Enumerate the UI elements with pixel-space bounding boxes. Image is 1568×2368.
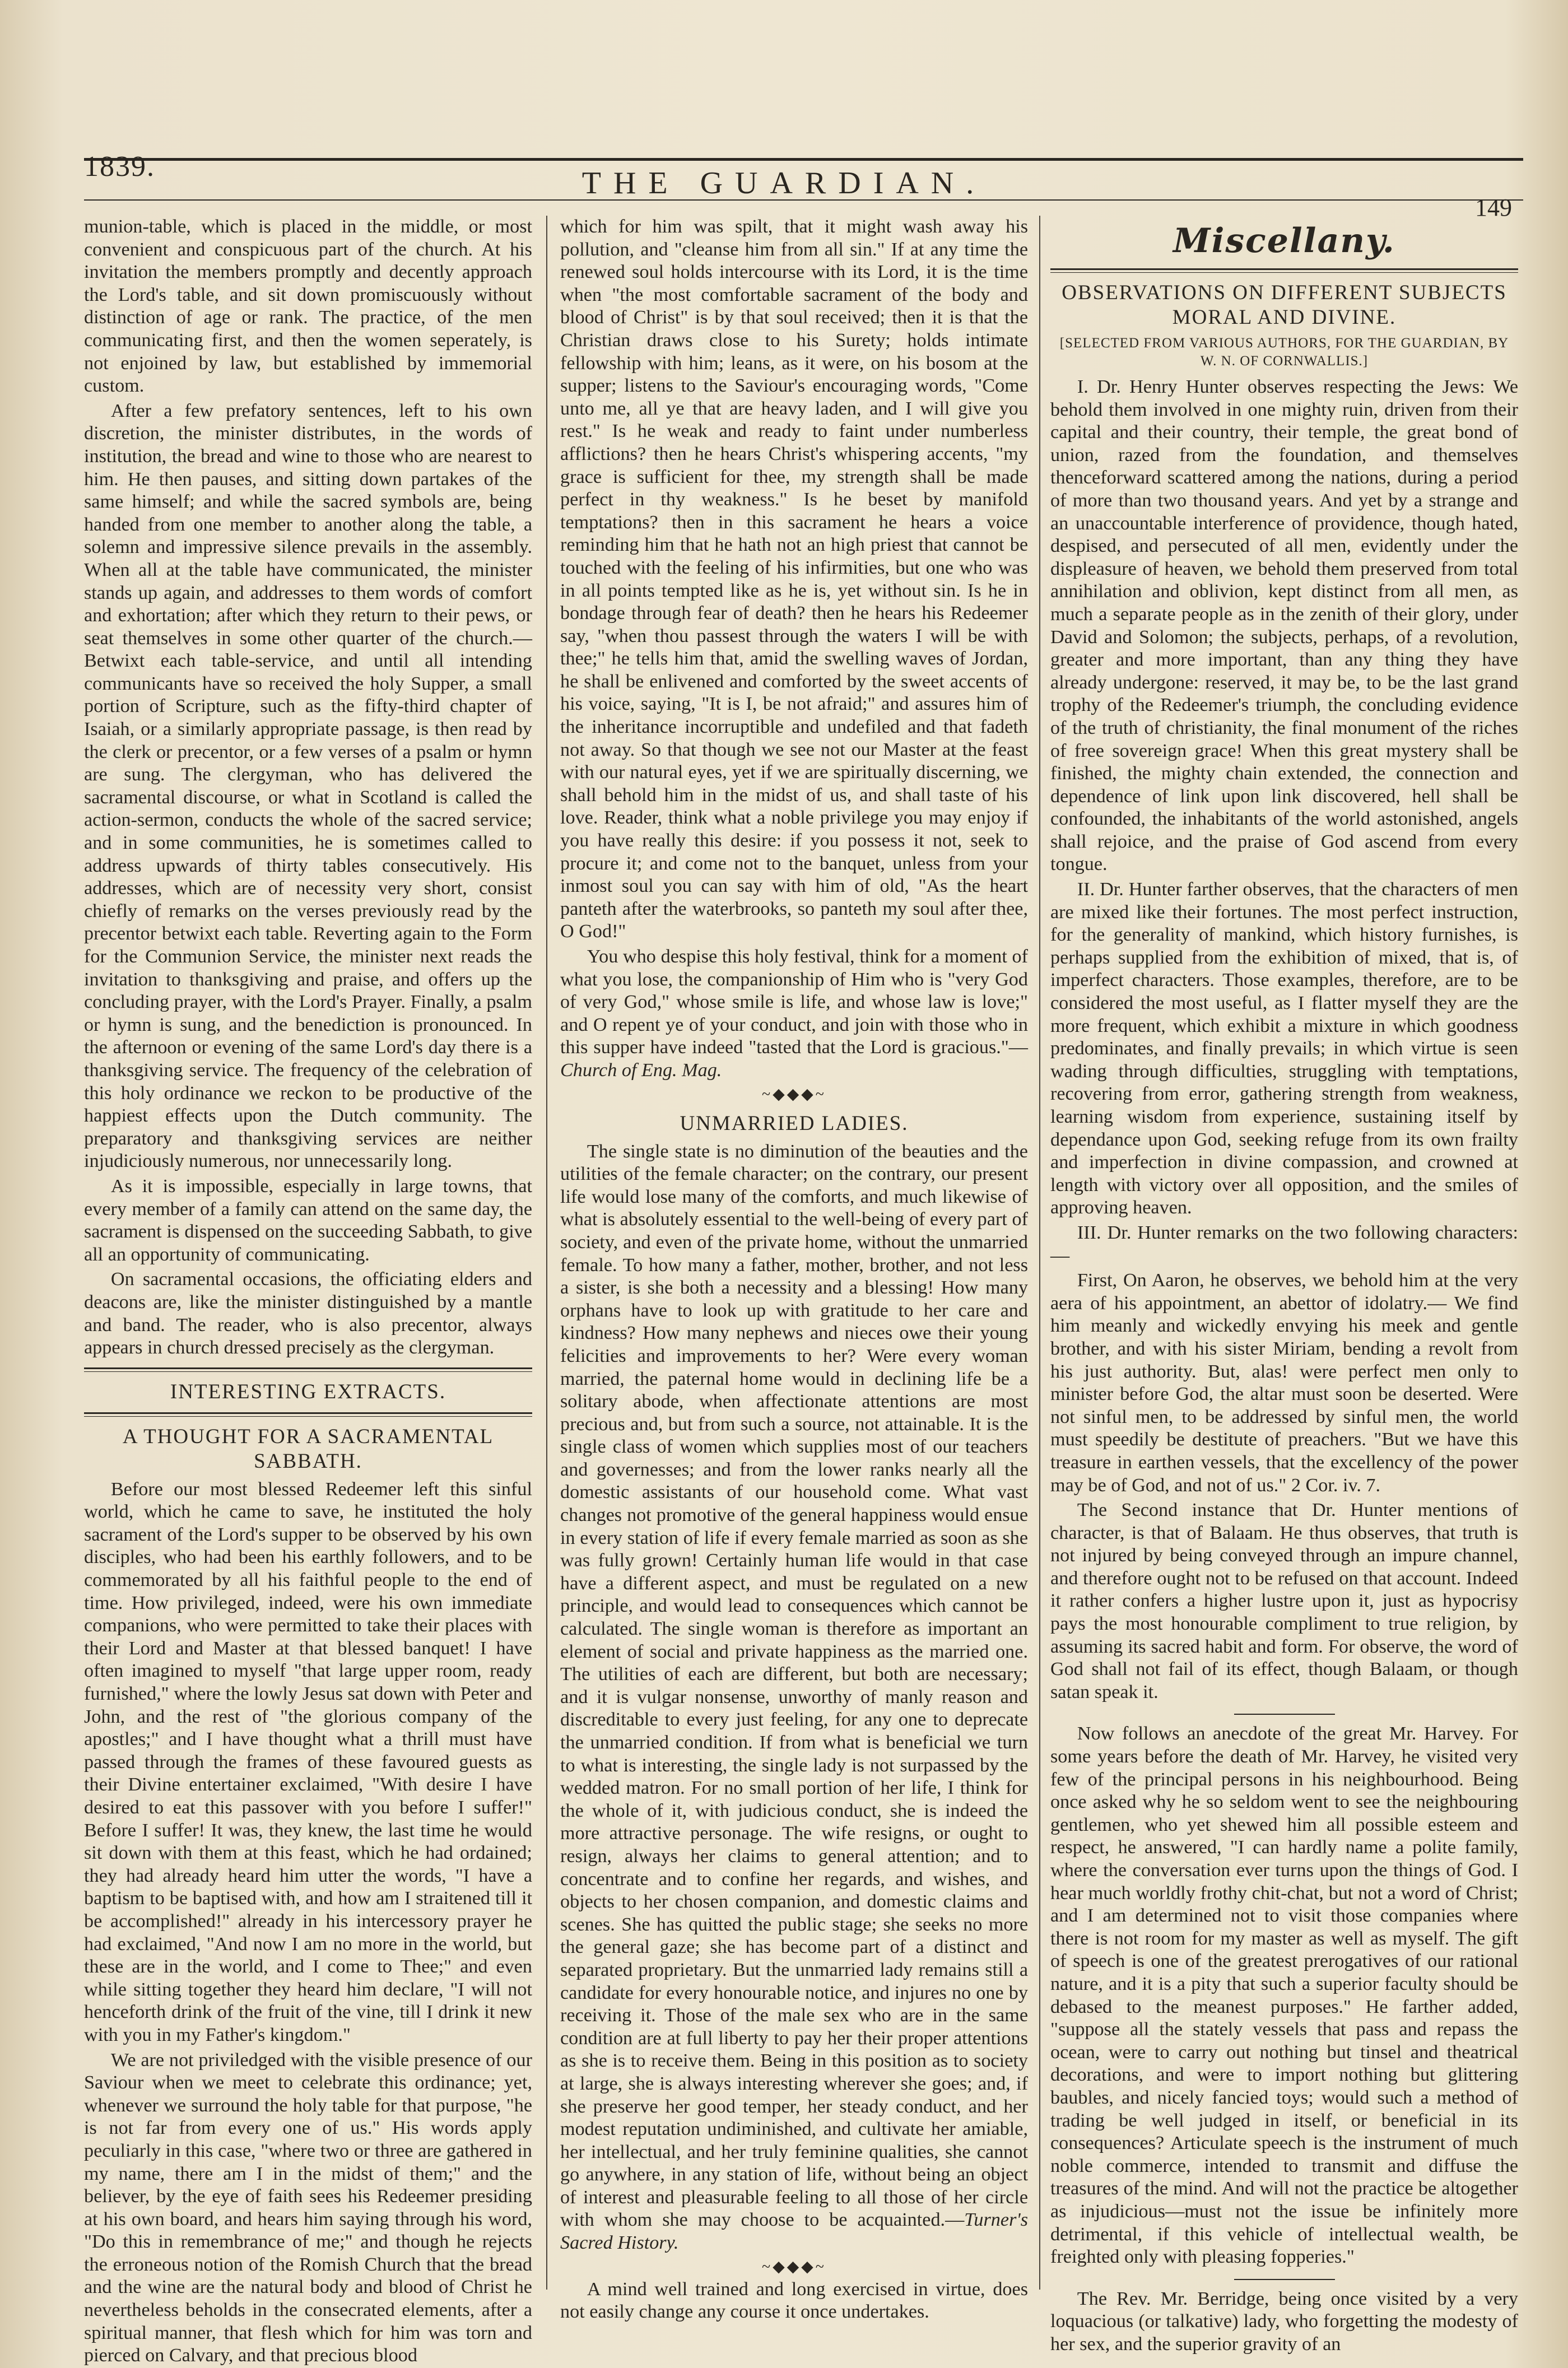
article-paragraph: A mind well trained and long exercised in virtue, does not easily change any course it once undertakes.	[560, 2278, 1028, 2323]
article-paragraph: munion-table, which is placed in the middle, or most convenient and conspicuous part of the church. At his invitation the members promptly and decently approach the Lord's table, and sit down promiscuously without distinction of age or rank. The practice, of the men communicating first, and then the women seperately, is not enjoined by law, but established by immemorial custom.	[84, 216, 532, 397]
source-credit: Turner's Sacred History.	[560, 2209, 1028, 2254]
short-divider	[1234, 2279, 1335, 2280]
short-divider	[1234, 1714, 1335, 1715]
article-paragraph: First, On Aaron, he observes, we behold him at the very aera of his appointment, an abettor of idolatry.— We find him meanly and wickedly envying his meek and gentle brother, and with his sister Miriam, bending a revolt from his just authority. But, alas! were perfect men only to minister before God, the altar must soon be deserted. Were not sinful men, to be addressed by sinful men, the world must speedily be destitute of preachers. "But we have this treasure in earthen vessels, that the excellency of the power may be of God, and not of us." 2 Cor. iv. 7.	[1050, 1270, 1518, 1496]
section-divider	[1050, 268, 1518, 273]
ornament-divider: ~◆◆◆~	[762, 1085, 826, 1103]
article-paragraph: We are not priviledged with the visible presence of our Saviour when we meet to celebrate this ordinance; yet, whenever we surround the holy table for that purpose, "he is not far from every one of us." His words apply peculiarly in this case, "where two or three are gathered in my name, there am I in the midst of them;" and the believer, by the eye of faith sees his Redeemer presiding at his own board, and hears him saying through his word, "Do this in remembrance of me;" and though he rejects the erroneous notion of the Romish Church that the bread and the wine are the natural body and blood of Christ he nevertheless beholds in the consecrated elements, after a spiritual manner, that flesh which for him was torn and pierced on Calvary, and that precious blood	[84, 2049, 532, 2366]
article-paragraph: Now follows an anecdote of the great Mr. Harvey. For some years before the death of Mr. Harvey, he visited very few of the principal persons in his neighbourhood. Being once asked why he so seldom went to see the neighbouring gentlemen, who yet shewed him all possible esteem and respect, he answered, "I can hardly name a polite family, where the conversation ever turns upon the things of God. I hear much worldly frothy chit-chat, but not a word of Christ; and I am determined not to visit those companies where there is not room for my master as well as myself. The gift of speech is one of the greatest prerogatives of our rational nature, and it is a pity that such a superior faculty should be debased to the meanest purposes." He farther added, "suppose all the stately vessels that pass and repass the ocean, were to carry out nothing but tinsel and theatrical decorations, and were to import nothing but glittering baubles, and nicely fancied toys; would such a method of trading be well judged in itself, or beneficial in its consequences? Articulate speech is the instrument of much noble commerce, intended to transmit and diffuse the treasures of the mind. And will not the practice be altogether as injudicious—must not the issue be infinitely more detrimental, if this vehicle of intellectual wealth, be freighted only with pleasing fopperies."	[1050, 1723, 1518, 2268]
article-paragraph: II. Dr. Hunter farther observes, that the characters of men are mixed like their fortunes. The most perfect instruction, for the generality of mankind, which history furnishes, is perhaps supplied from the exhibition of mixed, that is, of imperfect characters. Those examples, therefore, are to be considered the most useful, as I flatter myself they are the more frequent, which exhibit a mixture in which goodness predominates, and finally prevails; in which virtue is seen wading through difficulties, struggling with temptations, recovering from error, gathering strength from weakness, learning wisdom from experience, sustaining itself by dependance upon God, seeking refuge from its own frailty and imperfection in divine compassion, and crowned at length with victory over all opposition, and the smiles of approving heaven.	[1050, 879, 1518, 1218]
column-divider	[1039, 216, 1040, 2290]
article-paragraph	[560, 946, 1028, 1082]
page-number: 149	[1475, 194, 1512, 221]
header-top-rule	[84, 158, 1523, 161]
article-paragraph: The Rev. Mr. Berridge, being once visited by a very loquacious (or talkative) lady, who forgetting the modesty of her sex, and the superior gravity of an	[1050, 2288, 1518, 2355]
column-right	[1050, 216, 1518, 2355]
article-paragraph: After a few prefatory sentences, left to his own discretion, the minister distributes, in the words of institution, the bread and wine to those who are nearest to him. He then pauses, and sitting down partakes of the same himself; and while the sacred symbols are, being handed from one member to another along the table, a solemn and impressive silence prevails in the assembly. When all at the table have communicated, the minister stands up again, and addresses to them words of comfort and exhortation; after which they return to their pews, or seat themselves in some other quarter of the church.— Betwixt each table-service, and until all intending communicants have so received the holy Supper, a small portion of Scripture, such as the fifty-third chapter of Isaiah, or a similarly appropriate passage, is then read by the clerk or precentor, or a few verses of a psalm or hymn are sung. The clergyman, who has delivered the sacramental discourse, or what in Scotland is called the action-sermon, conducts the whole of the sacred service; and in some communities, he is sometimes called to address upwards of thirty tables consecutively. His addresses, which are of necessity very short, consist chiefly of remarks on the verses previously read by the precentor betwixt each table. Reverting again to the Form for the Communion Service, the minister next reads the invitation to thanksgiving and praise, and offers up the concluding prayer, with the Lord's Prayer. Finally, a psalm or hymn is sung, and the benediction is pronounced. In the afternoon or evening of the same Lord's day there is a thanksgiving service. The frequency of the celebration of this holy ordinance we reckon to be productive of the happiest effects upon the Dutch community. The preparatory and thanksgiving services are neither injudiciously numerous, nor unnecessarily long.	[84, 400, 532, 1172]
issue-year: 1839.	[84, 151, 155, 183]
article-paragraph: The Second instance that Dr. Hunter mentions of character, is that of Balaam. He thus observes, that truth is not injured by being conveyed through an impure channel, and therefore ought not to be refused on that account. Indeed it rather confers a higher lustre upon it, just as hypocrisy pays the most honourable compliment to true religion, by assuming its sacred habit and form. For observe, the word of God shall not fail of its effect, though Balaam, or though satan speak it.	[1050, 1500, 1518, 1702]
column-middle	[560, 216, 1028, 2334]
article-paragraph: which for him was spilt, that it might wash away his pollution, and "cleanse him from all sin." If at any time the renewed soul holds intercourse with its Lord, it is the time when "the most comfortable sacrament of the body and blood of Christ" is by that soul received; then it is that the Christian draws close to his Surety; holds intimate fellowship with him; leans, as it were, on his bosom at the supper; listens to the Saviour's encouraging words, "Come unto me, all ye that are heavy laden, and I will give you rest." Is he weak and ready to faint under numberless afflictions? then he hears Christ's whispering accents, "my grace is sufficient for thee, my strength shall be made perfect in thy weakness." Is he beset by manifold temptations? then in this sacrament he hears a voice reminding him that he hath not an high priest that cannot be touched with the feeling of his infirmities, but one who was in all points tempted like as he is, yet without sin. Is he in bondage through fear of death? then he hears his Redeemer say, "when thou passest through the waters I will be with thee;" he tells him that, amid the swelling waves of Jordan, he shall be enlivened and comforted by the sweet accents of his voice, saying, "It is I, be not afraid;" and assures him of the inheritance incorruptible and undefiled and that fadeth not away. So that though we see not our Master at the feast with our natural eyes, yet if we are spiritually discerning, we shall behold him in the midst of us, and shall taste of his love. Reader, think what a noble privilege you may enjoy if you have really this desire: if you possess it not, seek to procure it; and come not to the banquet, unless from your inmost soul you can say with him of old, "As the heart panteth after the waterbrooks, so panteth my soul after thee, O God!"	[560, 216, 1028, 942]
section-divider	[84, 1412, 532, 1417]
article-paragraph: Before our most blessed Redeemer left this sinful world, which he came to save, he instituted the holy sacrament of the Lord's supper to be observed by his own disciples, who had been his earthly followers, and to be commemorated by all his faithful people to the end of time. How privileged, indeed, were his own immediate companions, who were permitted to take their places with their Lord and Master at that blessed banquet! I have often imagined to myself "that large upper room, ready furnished," where the lowly Jesus sat down with Peter and John, and the rest of "the glorious company of the apostles;" and I have thought what a thrill must have passed through the frames of these favoured guests as their Divine entertainer exclaimed, "With desire I have desired to eat this passover with you before I suffer!" Before I suffer! It was, they knew, the last time he would sit down with them at this feast, which he had ordained; they had already heard him utter the words, "I have a baptism to be baptised with, and how am I straitened till it be accomplished!" already in his intercessory prayer he had exclaimed, "And now I am no more in the world, but these are in the world, and I come to Thee;" and even while sitting together they heard him declare, "I will not henceforth drink of the fruit of the vine, till I drink it new with you in my Father's kingdom."	[84, 1478, 532, 2045]
article-paragraph: I. Dr. Henry Hunter observes respecting the Jews: We behold them involved in one mighty ruin, driven from their capital and their country, their temple, the great bond of union, razed from the foundation, and themselves thenceforward scattered among the nations, during a period of more than two thousand years. And yet by a strange and an unaccountable interference of providence, though hated, despised, and persecuted of all men, evidently under the displeasure of heaven, we behold them preserved from total annihilation and oblivion, kept distinct from all men, as much a separate people as in the zenith of their glory, under David and Solomon; the subjects, perhaps, of a revolution, greater and more important, than any thing they have already undergone: reserved, it may be, to be the last grand trophy of the Redeemer's triumph, the concluding evidence of the truth of christianity, the final monument of the riches of free sovereign grace! When this great mystery shall be finished, the mighty chain extended, the connection and dependence of link upon link discovered, hell shall be confounded, the inhabitants of the world astonished, angels shall rejoice, and the praise of God ascend from every tongue.	[1050, 376, 1518, 875]
article-title: A THOUGHT FOR A SACRAMENTAL SABBATH.	[122, 1425, 494, 1473]
source-credit: Church of Eng. Mag.	[560, 1059, 722, 1081]
header-bottom-rule	[84, 199, 1523, 201]
section-divider	[84, 1367, 532, 1372]
paragraph-text: You who despise this holy festival, think for a moment of what you lose, the companionship of Him who is "very God of very God," whose smile is life, and whose law is love;" and O repent ye of your conduct, and join with those who in this supper have indeed "tasted that the Lord is gracious."—	[560, 946, 1028, 1058]
miscellany-heading: Miscellany.	[1173, 221, 1395, 260]
paragraph-text: The single state is no diminution of the beauties and the utilities of the female character; on the contrary, our present life would lose many of the comforts, and much likewise of what is absolutely essential to the well-being of every part of society, and even of the private home, without the unmarried female. To how many a father, mother, brother, and not less a sister, is she both a necessity and a blessing! How many orphans have to look up with gratitude to her care and kindness? How many nephews and nieces owe their young felicities and improvements to her? Were every woman married, the paternal home would in declining life be a solitary abode, when affectionate attentions are most precious and, but from such a source, not attainable. It is the single class of women which supplies most of our teachers and governesses; and from the lower ranks nearly all the domestic assistants of our household come. What vast changes not promotive of the general happiness would ensue in every station of life if every female married as soon as she was fully grown! Certainly human life would in that case have a different aspect, and must be regulated on a new principle, and would lead to consequences which cannot be calculated. The single woman is therefore as important an element of social and private happiness as the married one. The utilities of each are different, but both are necessary; and it is vulgar nonsense, unworthy of manly reason and discreditable to every just feeling, for any one to deprecate the unmarried condition. If from what is beneficial we turn to what is interesting, the single lady is not surpassed by the wedded matron. For no small portion of her life, I think for the whole of it, with judicious conduct, she is indeed the more attractive personage. The wife resigns, or ought to resign, always her claims to general attention; and to concentrate and to confine her regards, and wishes, and objects to her chosen companion, and domestic claims and scenes. She has quitted the public stage; she seeks no more the general gaze; she has become part of a distinct and separated proprietary. But the unmarried lady remains still a candidate for every honourable notice, and injures no one by receiving it. Those of the male sex who are in the same condition are at full liberty to pay her their proper attentions as she is to receive them. Being in this position as to society at large, she is always interesting wherever she goes; and, if she preserve her good temper, her steady conduct, and her modest reputation undiminished, and cultivate her amiable, her intellectual, and her truly feminine qualities, she cannot go anywhere, in any station of life, without being an object of interest and pleasurable feeling to all those of her circle with whom she may choose to be acquainted.—	[560, 1141, 1028, 2231]
column-left	[84, 216, 532, 2366]
article-title: OBSERVATIONS ON DIFFERENT SUBJECTS MORAL AND DIVINE.	[1062, 281, 1507, 329]
article-paragraph	[560, 1141, 1028, 2255]
article-subtitle: [SELECTED FROM VARIOUS AUTHORS, FOR THE GUARDIAN, BY W. N. OF CORNWALLIS.]	[1059, 336, 1509, 369]
section-heading: INTERESTING EXTRACTS.	[170, 1380, 446, 1403]
ornament-divider: ~◆◆◆~	[762, 2258, 826, 2276]
article-paragraph: As it is impossible, especially in large towns, that every member of a family can attend on the same day, the sacrament is dispensed on the succeeding Sabbath, to give all an opportunity of communicating.	[84, 1175, 532, 1265]
article-paragraph: III. Dr. Hunter remarks on the two following characters:—	[1050, 1222, 1518, 1266]
masthead-title: THE GUARDIAN.	[581, 166, 987, 201]
article-title: UNMARRIED LADIES.	[680, 1111, 909, 1135]
column-divider	[546, 216, 547, 2290]
article-paragraph: On sacramental occasions, the officiating elders and deacons are, like the minister distinguished by a mantle and band. The reader, who is also precentor, always appears in church dressed precisely as the clergyman.	[84, 1269, 532, 1359]
